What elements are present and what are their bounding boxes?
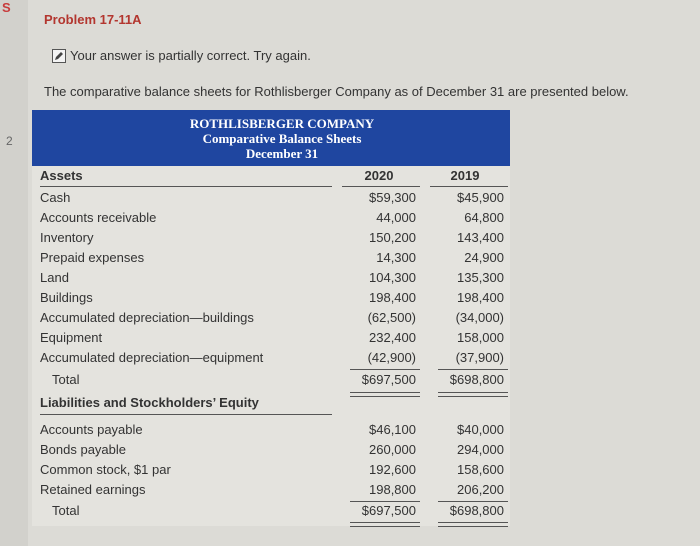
assets-heading-row: [32, 168, 510, 188]
assets-heading: Assets: [40, 168, 83, 183]
double-rule-2020: [350, 522, 420, 527]
table-row: [32, 350, 510, 370]
row-label: Total: [52, 372, 80, 387]
feedback-message: [52, 48, 311, 63]
row-label: Bonds payable: [40, 442, 127, 457]
row-label: Inventory: [40, 230, 94, 245]
value-2020: 150,200: [369, 230, 416, 245]
value-2019: 24,900: [464, 250, 504, 265]
liabilities-total-row: [32, 503, 510, 523]
col-2019-underline: [430, 186, 508, 187]
assets-underline: [40, 186, 332, 187]
value-2019: $698,800: [449, 372, 504, 387]
value-2020: $697,500: [361, 372, 416, 387]
value-2020: 14,300: [376, 250, 416, 265]
statement-name: Comparative Balance Sheets: [202, 131, 362, 146]
value-2020: (62,500): [367, 310, 416, 325]
balance-sheet-table: [32, 166, 510, 526]
subtotal-rule-2020: [350, 501, 420, 502]
row-label: Retained earnings: [40, 482, 146, 497]
row-label: Equipment: [40, 330, 103, 345]
row-label: Common stock, $1 par: [40, 462, 171, 477]
statement-header: [32, 110, 510, 166]
value-2019: 143,400: [457, 230, 504, 245]
rail-mark-mid: 2: [6, 134, 13, 148]
left-rail: [0, 0, 28, 546]
value-2019: 64,800: [464, 210, 504, 225]
value-2019: 158,000: [457, 330, 504, 345]
row-label: Total: [52, 503, 80, 518]
table-row: [32, 230, 510, 250]
subtotal-rule-2019: [438, 501, 508, 502]
table-row: [32, 250, 510, 270]
table-row: [32, 330, 510, 350]
subtotal-rule-2020: [350, 369, 420, 370]
row-label: Accumulated depreciation—equipment: [40, 350, 264, 365]
liabilities-heading-row: [32, 395, 510, 415]
table-row: [32, 462, 510, 482]
statement-date: December 31: [245, 146, 319, 161]
table-row: [32, 482, 510, 502]
value-2019: 206,200: [457, 482, 504, 497]
value-2019: 294,000: [457, 442, 504, 457]
value-2020: 44,000: [376, 210, 416, 225]
assets-total-row: [32, 372, 510, 392]
row-label: Accounts receivable: [40, 210, 157, 225]
column-header-2020: 2020: [364, 168, 394, 183]
value-2019: 198,400: [457, 290, 504, 305]
row-label: Cash: [40, 190, 71, 205]
problem-intro: The comparative balance sheets for Rothlisberger Company as of December 31 are presented below.: [44, 84, 629, 99]
double-rule-2019: [438, 522, 508, 527]
value-2020: $697,500: [361, 503, 416, 518]
table-row: [32, 190, 510, 210]
row-label: Land: [40, 270, 69, 285]
value-2020: (42,900): [367, 350, 416, 365]
table-row: [32, 310, 510, 330]
value-2020: 192,600: [369, 462, 416, 477]
value-2020: 260,000: [369, 442, 416, 457]
value-2020: 198,400: [369, 290, 416, 305]
row-label: Buildings: [40, 290, 93, 305]
value-2019: $40,000: [457, 422, 504, 437]
value-2020: 104,300: [369, 270, 416, 285]
value-2019: (37,900): [455, 350, 504, 365]
feedback-text: Your answer is partially correct. Try again.: [70, 48, 311, 63]
rail-mark-top: S: [2, 0, 11, 15]
row-label: Accumulated depreciation—buildings: [40, 310, 254, 325]
column-header-2019: 2019: [450, 168, 480, 183]
value-2020: $46,100: [369, 422, 416, 437]
row-label: Accounts payable: [40, 422, 143, 437]
table-row: [32, 422, 510, 442]
subtotal-rule-2019: [438, 369, 508, 370]
table-row: [32, 270, 510, 290]
value-2019: $45,900: [457, 190, 504, 205]
partial-correct-icon: [52, 49, 66, 63]
value-2020: 198,800: [369, 482, 416, 497]
col-2020-underline: [342, 186, 420, 187]
table-row: [32, 210, 510, 230]
value-2019: 135,300: [457, 270, 504, 285]
value-2019: $698,800: [449, 503, 504, 518]
liabilities-underline: [40, 414, 332, 415]
value-2020: $59,300: [369, 190, 416, 205]
table-row: [32, 442, 510, 462]
value-2019: (34,000): [455, 310, 504, 325]
problem-title: Problem 17-11A: [44, 12, 142, 27]
value-2019: 158,600: [457, 462, 504, 477]
liabilities-heading: Liabilities and Stockholders’ Equity: [40, 395, 259, 410]
value-2020: 232,400: [369, 330, 416, 345]
company-name: ROTHLISBERGER COMPANY: [189, 116, 375, 131]
table-row: [32, 290, 510, 310]
row-label: Prepaid expenses: [40, 250, 145, 265]
